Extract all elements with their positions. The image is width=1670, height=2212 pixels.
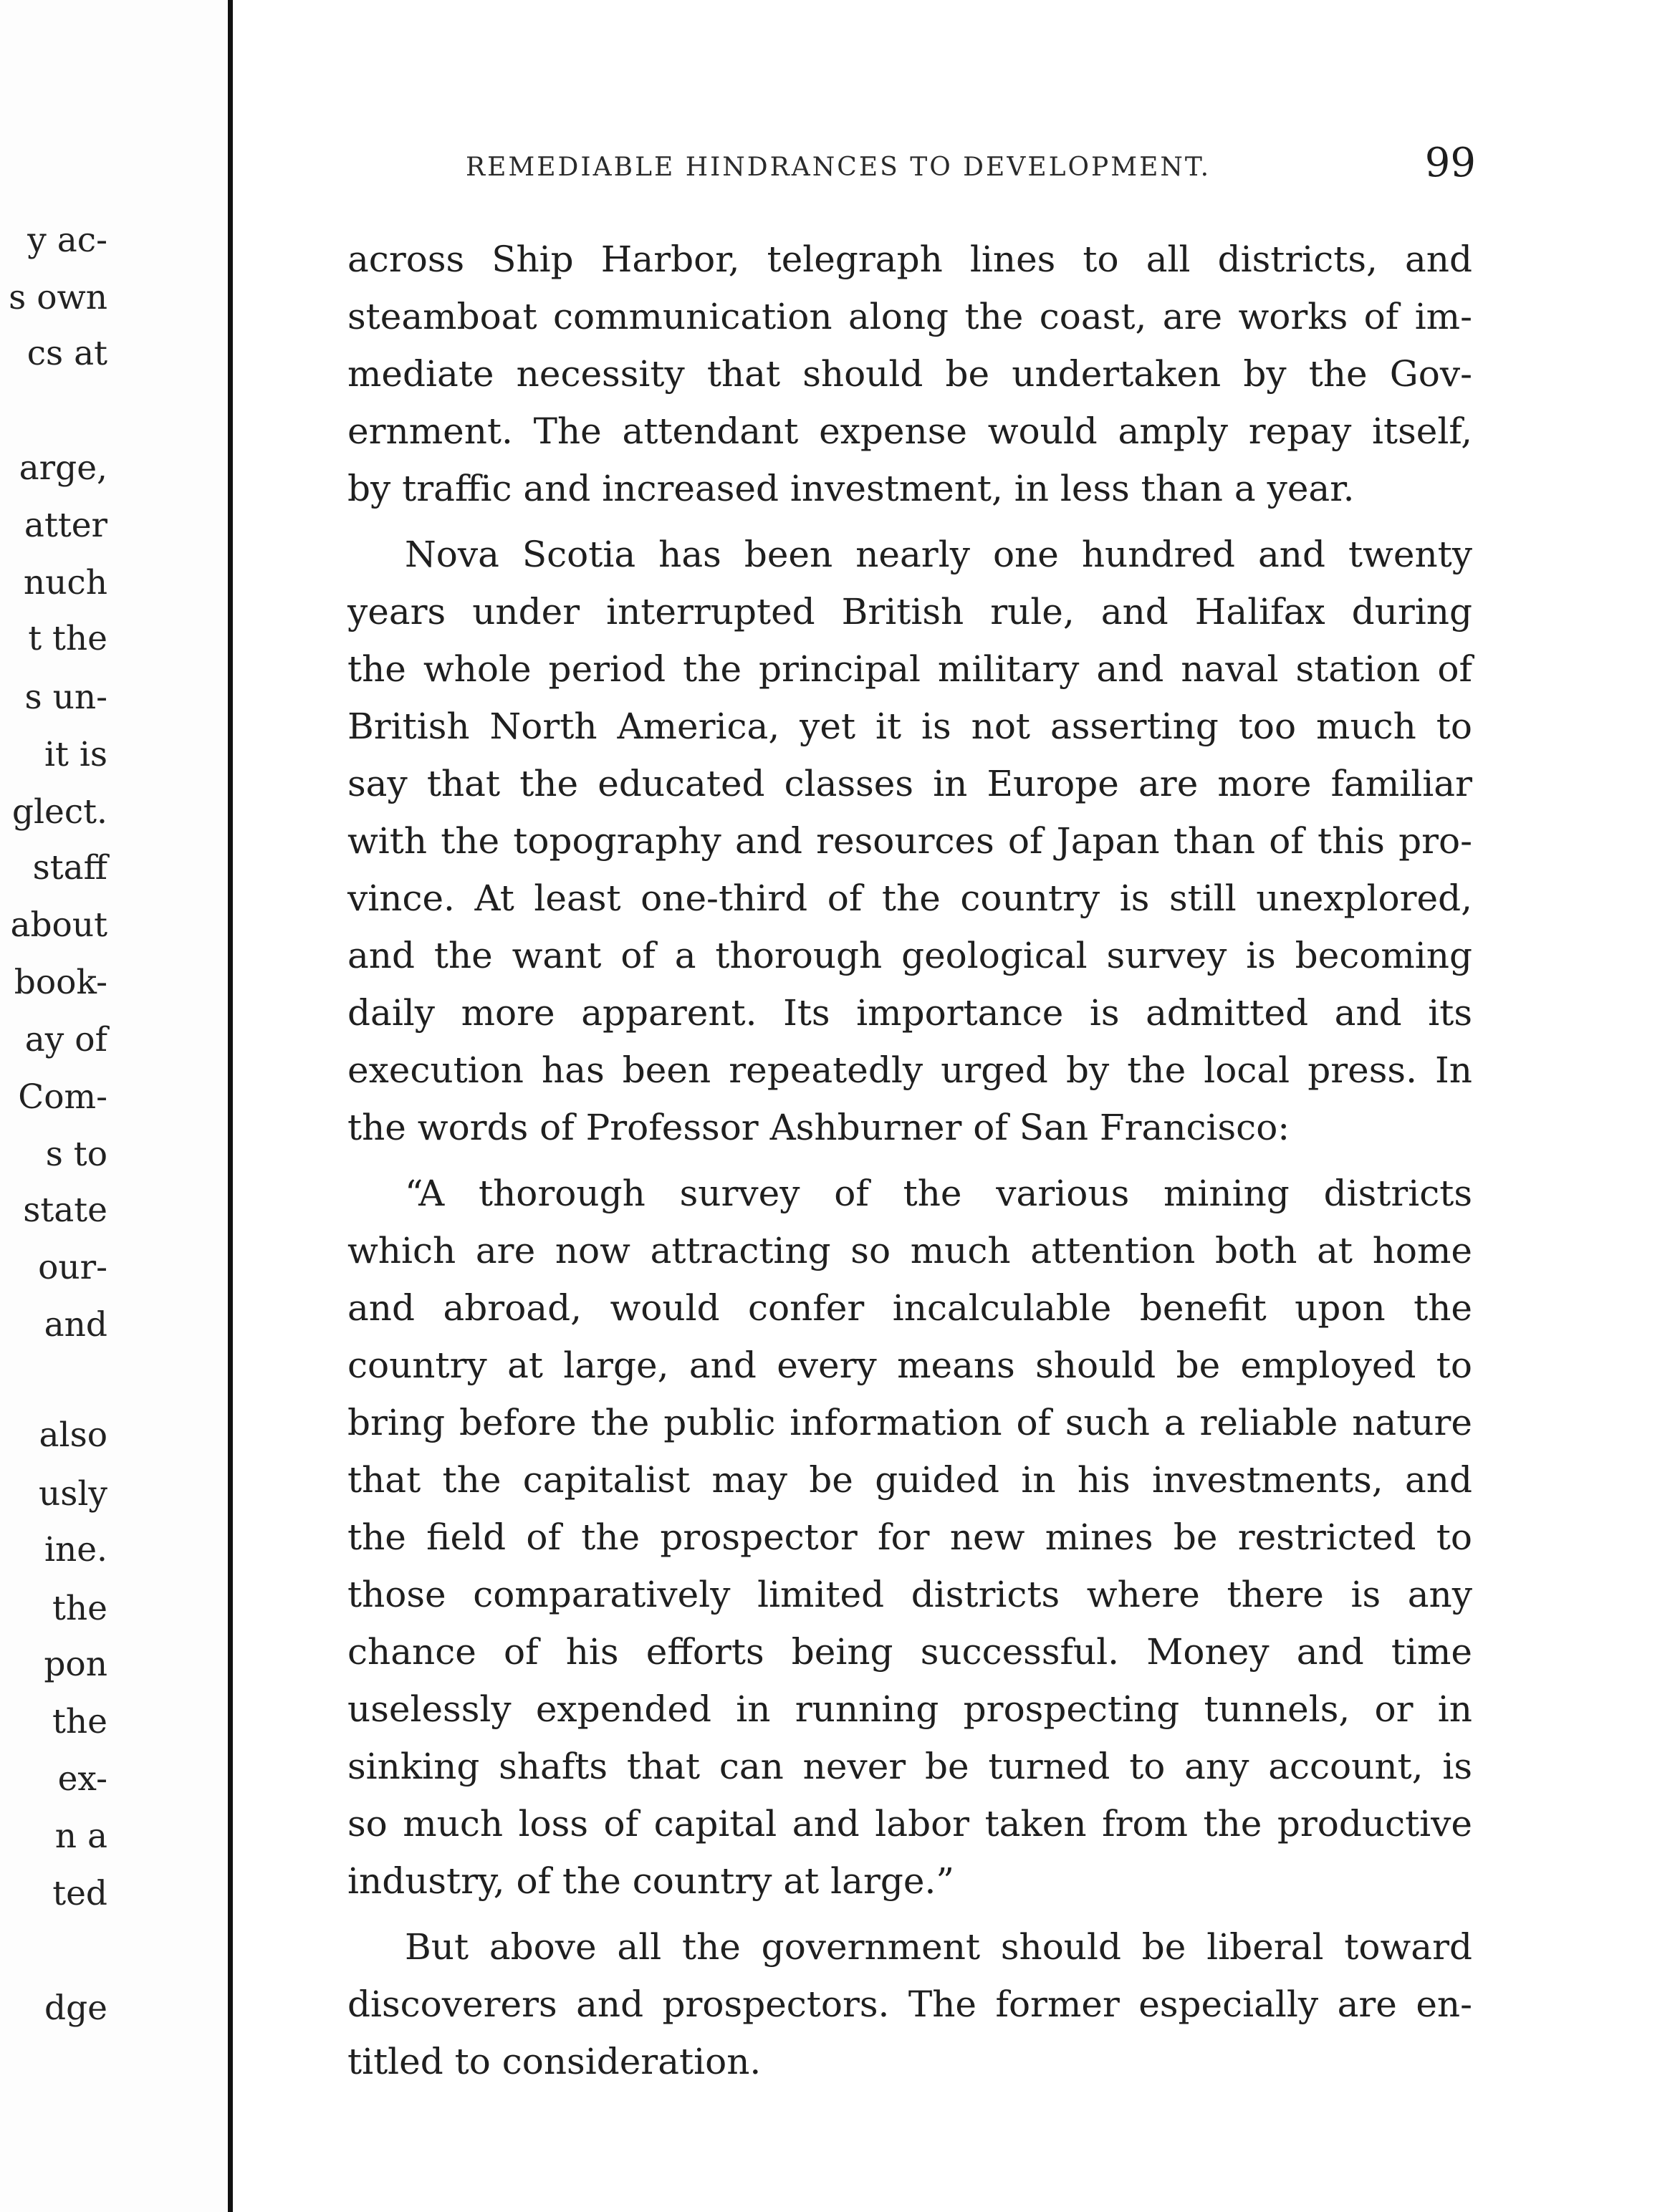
quote-line: and abroad, would confer incalculable benefit upon the (347, 1287, 1472, 1329)
left-page-fragment: also (39, 1415, 107, 1455)
left-page-fragment: n a (54, 1817, 107, 1856)
quote-line: those comparatively limited districts where there is any (347, 1574, 1472, 1615)
text-line: daily more apparent. Its importance is admitted and its (347, 992, 1472, 1034)
left-page-fragment: ted (52, 1874, 107, 1913)
left-page-margin (0, 0, 229, 2212)
text-line: discoverers and prospectors. The former especially are en- (347, 1983, 1472, 2025)
left-page-fragment: arge, (19, 448, 107, 488)
left-page-fragment: it is (44, 735, 107, 774)
quote-line: that the capitalist may be guided in his investments, and (347, 1459, 1472, 1501)
text-line: titled to consideration. (347, 2041, 762, 2082)
left-page-fragment: usly (39, 1474, 107, 1514)
body-text (347, 231, 1472, 2090)
text-line: ernment. The attendant expense would amply repay itself, (347, 410, 1472, 452)
left-page-fragment: and (44, 1305, 107, 1345)
text-line: steamboat communication along the coast, are works of im- (347, 296, 1472, 337)
left-page-fragment: staff (32, 848, 107, 888)
quote-line: so much loss of capital and labor taken from the productive (347, 1803, 1472, 1845)
text-line: with the topography and resources of Japan than of this pro- (347, 820, 1472, 862)
left-page-fragment: s un- (24, 678, 107, 717)
page-header (466, 140, 1476, 190)
left-page-fragment: book- (14, 963, 107, 1002)
quote-line: which are now attracting so much attention both at home (347, 1230, 1472, 1271)
text-line: the whole period the principal military and naval station of (347, 648, 1472, 690)
left-page-fragment: the (52, 1589, 107, 1628)
left-page-fragment: y ac- (27, 221, 107, 260)
left-page-fragment: s own (9, 278, 107, 317)
quote-line: country at large, and every means should be employed to (347, 1345, 1472, 1386)
text-line: across Ship Harbor, telegraph lines to all districts, and (347, 239, 1472, 280)
left-page-fragment: cs at (27, 334, 107, 373)
left-page-fragment: s to (45, 1135, 107, 1174)
left-page-fragment: the (52, 1702, 107, 1741)
text-line: and the want of a thorough geological survey is becoming (347, 935, 1472, 976)
left-page-fragment: t the (28, 619, 107, 658)
quote-line: bring before the public information of such a reliable nature (347, 1402, 1472, 1443)
left-page-fragment: ay of (24, 1020, 107, 1059)
left-page-fragment: nuch (23, 563, 107, 602)
quote-line: the field of the prospector for new mines be restricted to (347, 1516, 1472, 1558)
running-head: REMEDIABLE HINDRANCES TO DEVELOPMENT. (466, 153, 1211, 182)
text-line: mediate necessity that should be undertaken by the Gov- (347, 353, 1472, 395)
text-line: But above all the government should be liberal toward (405, 1926, 1472, 1968)
quote-line: uselessly expended in running prospecting tunnels, or in (347, 1688, 1472, 1730)
left-page-fragment: our- (38, 1248, 107, 1287)
left-page-fragment: glect. (11, 792, 107, 832)
text-line: say that the educated classes in Europe are more familiar (347, 763, 1472, 804)
book-gutter (228, 0, 233, 2212)
page-number: 99 (1424, 140, 1476, 186)
left-page-fragment: ine. (44, 1530, 107, 1569)
left-page-fragment: state (23, 1191, 107, 1230)
quote-line: industry, of the country at large.” (347, 1860, 954, 1902)
text-line: British North America, yet it is not asserting too much to (347, 706, 1472, 747)
text-line: execution has been repeatedly urged by the local press. In (347, 1049, 1472, 1091)
text-line: years under interrupted British rule, and Halifax during (347, 591, 1472, 633)
text-line: the words of Professor Ashburner of San Francisco: (347, 1107, 1290, 1148)
quote-line: “A thorough survey of the various mining districts (405, 1173, 1472, 1214)
quote-line: chance of his efforts being successful. Money and time (347, 1631, 1472, 1673)
text-line: Nova Scotia has been nearly one hundred and twenty (405, 534, 1472, 575)
text-line: by traffic and increased investment, in less than a year. (347, 468, 1355, 509)
left-page-fragment: ex- (57, 1759, 107, 1799)
left-page-fragment: Com- (18, 1077, 107, 1117)
quote-line: sinking shafts that can never be turned to any account, is (347, 1746, 1472, 1787)
left-page-fragment: dge (44, 1989, 107, 2028)
left-page-fragment: pon (44, 1645, 107, 1684)
left-page-fragment: about (10, 905, 107, 945)
text-line: vince. At least one-third of the country is still unexplored, (347, 877, 1472, 919)
left-page-fragment: atter (24, 506, 107, 545)
